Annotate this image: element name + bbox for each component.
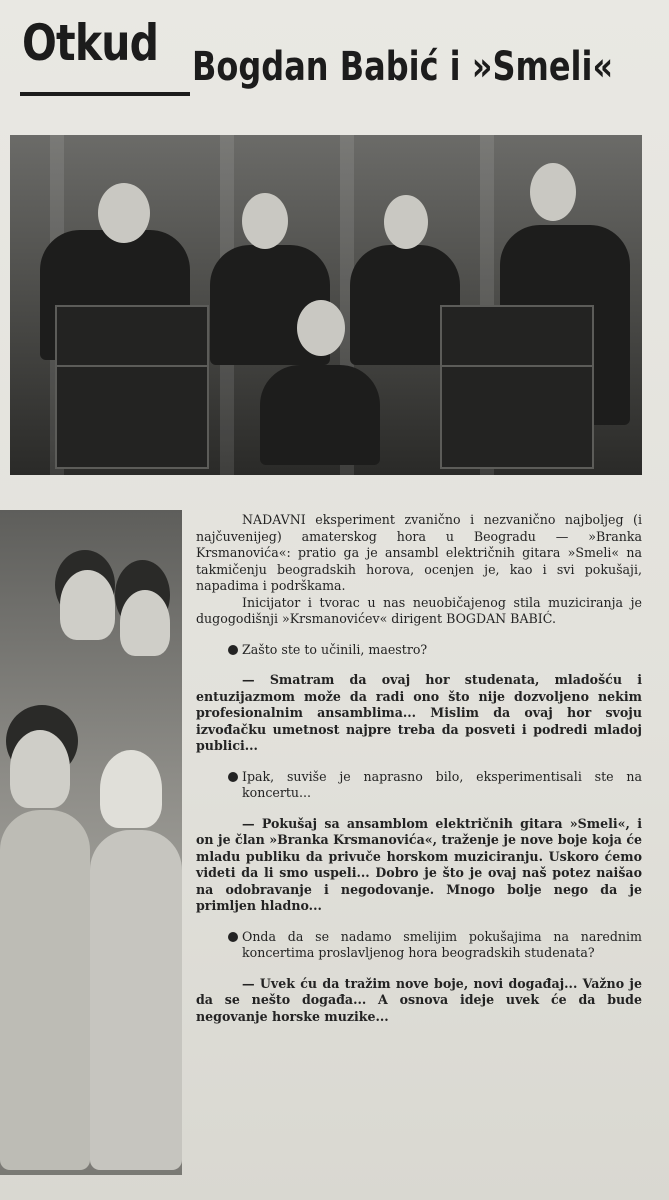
bullet-icon bbox=[228, 772, 238, 782]
headline: Bogdan Babić i »Smeli« bbox=[192, 44, 614, 90]
intro-paragraph: Inicijator i tvorac u nas neuobičajenog stila muziciranja je dugogodišnji »Krsmanovićev« dirigent BOGDAN BABIĆ. bbox=[196, 594, 642, 626]
answer-1: — Smatram da ovaj hor studenata, mladošću i entuzijazmom može da radi ono što nije dozvoljeno nekim profesionalnim ansamblima... Mislim da ovaj hor svoju izvođačku umetnost najpre treba da posveti i podredi mladoj publici... bbox=[196, 672, 642, 753]
kicker-title: Otkud bbox=[22, 14, 159, 72]
band-photo bbox=[10, 135, 642, 475]
article-body bbox=[196, 512, 642, 1025]
bullet-icon bbox=[228, 932, 238, 942]
question-3: Onda da se nadamo smelijim pokušajima na narednim koncertima proslavljenog hora beogradskih studenata? bbox=[196, 929, 642, 962]
kicker-underline bbox=[20, 92, 190, 96]
lead-paragraph: NADAVNI eksperiment zvanično i nezvanično najboljeg (i najčuvenijeg) amaterskog hora u Beogradu — »Branka Krsmanovića«: pratio ga je ansambl električnih gitara »Smeli« na takmičenju beogradskih horova, ocenjen je, kao i svi pokušaji, napadima i podrškama. bbox=[196, 512, 642, 593]
bullet-icon bbox=[228, 645, 238, 655]
article-header bbox=[18, 8, 658, 118]
answer-2: — Pokušaj sa ansamblom električnih gitara »Smeli«, i on je član »Branka Krsmanovića«, traženje je nove boje koja će mladu publiku da privuče horskom muziciranju. Uskoro ćemo videti da li smo uspeli... Dobro je što je ovaj naš potez naišao na odobravanje i negodovanje. Mnogo bolje nego da je primljen hladno... bbox=[196, 815, 642, 913]
choir-photo bbox=[0, 510, 182, 1175]
question-1: Zašto ste to učinili, maestro? bbox=[196, 642, 642, 659]
question-2: Ipak, suviše je naprasno bilo, eksperimentisali ste na koncertu... bbox=[196, 769, 642, 802]
answer-3: — Uvek ću da tražim nove boje, novi događaj... Važno je da se nešto događa... A osnova ideje uvek će da bude negovanje horske muzike... bbox=[196, 975, 642, 1024]
